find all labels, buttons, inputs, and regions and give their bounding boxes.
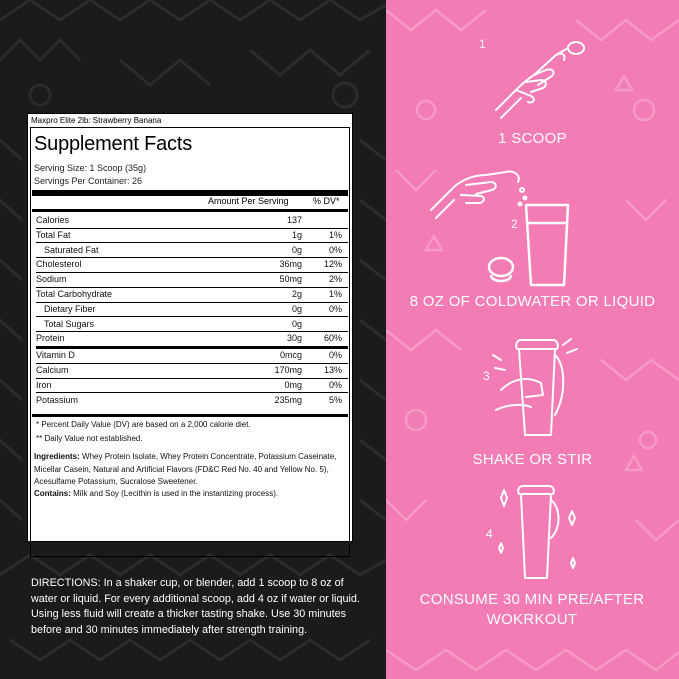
step-3-label: SHAKE OR STIR (472, 451, 593, 468)
nutrient-amount: 36mg (279, 259, 302, 270)
ingredients-label: Ingredients: (34, 452, 80, 461)
supplement-facts-panel (27, 113, 353, 542)
row-divider (36, 287, 348, 288)
nutrient-label: Total Carbohydrate (36, 289, 113, 299)
amount-per-serving-header: Amount Per Serving (208, 196, 289, 206)
row-divider (36, 242, 348, 243)
step-2-label: 8 OZ OF COLDWATER OR LIQUID (409, 293, 656, 310)
footnote-divider (32, 414, 348, 417)
servings-per-container: Servings Per Container: 26 (34, 176, 143, 186)
nutrient-daily-value: 1% (328, 229, 342, 240)
product-name: Maxpro Elite 2lb: Strawberry Banana (31, 116, 162, 125)
step-1-number: 1 (479, 37, 486, 51)
directions-text: DIRECTIONS: In a shaker cup, or blender, add 1 scoop to 8 oz of water or liquid. For every additional scoop, add 4 oz if water or liquid. Using less fluid will create a thicker tasting shake. Use 30 minutes before and 30 minutes immediately after strength training. (31, 577, 360, 636)
shaker-cup-icon (486, 195, 581, 290)
nutrient-daily-value: 0% (328, 350, 342, 361)
nutrient-label: Potassium (36, 394, 79, 405)
step-1-label: 1 SCOOP (498, 130, 567, 147)
nutrient-amount: 1g (291, 229, 302, 240)
nutrient-daily-value: 2% (328, 274, 342, 285)
daily-value-header: % DV* (313, 196, 340, 206)
nutrient-label: Calcium (36, 365, 69, 375)
row-divider (36, 257, 348, 258)
thick-divider (32, 190, 348, 196)
pink-panel (386, 0, 679, 679)
nutrient-daily-value: 0% (328, 244, 342, 255)
row-divider (36, 378, 348, 379)
nutrient-label: Dietary Fiber (44, 303, 96, 314)
nutrient-amount: 0mg (284, 379, 302, 390)
nutrient-label: Saturated Fat (44, 244, 99, 255)
supplement-facts-title: Supplement Facts (34, 133, 192, 155)
row-divider (36, 392, 348, 393)
shaker-bottle-sparkle-icon (491, 478, 581, 583)
contains-list: Milk and Soy (Lecithin is used in the instantizing process). (70, 489, 279, 498)
nutrient-label: Vitamin D (36, 350, 75, 361)
serving-size: Serving Size: 1 Scoop (35g) (34, 163, 147, 173)
header-divider (32, 209, 348, 212)
not-established-footnote: ** Daily Value not established. (36, 434, 143, 443)
hand-scoop-icon (486, 30, 586, 122)
nutrient-daily-value: 1% (328, 289, 342, 299)
nutrient-daily-value: 12% (323, 259, 342, 270)
nutrient-label: Iron (36, 379, 52, 390)
nutrient-daily-value: 13% (323, 365, 342, 375)
step-4-label: CONSUME 30 MIN PRE/AFTER WOKRKOUT (419, 591, 645, 628)
row-divider (36, 302, 348, 303)
contains-label: Contains: (34, 489, 71, 498)
nutrient-label: Cholesterol (36, 259, 82, 270)
nutrient-amount: 137 (286, 215, 302, 225)
nutrient-daily-value: 60% (323, 333, 342, 344)
step-4-number: 4 (486, 527, 493, 541)
nutrient-daily-value: 0% (328, 303, 342, 314)
nutrient-amount: 50mg (279, 274, 302, 285)
ingredients-list: Whey Protein Isolate, Whey Protein Concentrate, Potassium Caseinate, Micellar Casein, Natural and Artificial Flavors (FD&C Red No. 40 and Yellow No. 5), Acesulfame Potassium, Sucralose Sweetener. (34, 452, 337, 486)
nutrient-amount: 0mcg (279, 350, 302, 361)
daily-value-footnote: * Percent Daily Value (DV) are based on a 2,000 calorie diet. (36, 420, 251, 429)
nutrient-amount: 170mg (274, 365, 302, 375)
nutrient-amount: 0g (291, 244, 302, 255)
nutrient-daily-value: 5% (328, 394, 342, 405)
nutrient-label: Calories (36, 215, 70, 225)
contains-text (34, 489, 352, 498)
nutrient-label: Total Fat (36, 229, 71, 240)
row-divider (36, 331, 348, 332)
nutrient-amount: 235mg (274, 394, 302, 405)
row-divider (36, 272, 348, 273)
step-2-number: 2 (511, 217, 518, 231)
nutrient-daily-value: 0% (328, 379, 342, 390)
nutrient-label: Total Sugars (44, 318, 95, 329)
nutrient-amount: 0g (291, 303, 302, 314)
row-divider (36, 228, 348, 229)
nutrient-label: Sodium (36, 274, 67, 285)
nutrient-amount: 0g (291, 318, 302, 329)
nutrient-amount: 2g (291, 289, 302, 299)
row-divider (36, 316, 348, 317)
step-3-number: 3 (483, 369, 490, 383)
ingredients-text (34, 451, 352, 489)
nutrient-label: Protein (36, 333, 65, 344)
hand-shaking-bottle-icon (491, 335, 581, 440)
row-divider (36, 346, 348, 349)
nutrient-amount: 30g (286, 333, 302, 344)
row-divider (36, 363, 348, 364)
